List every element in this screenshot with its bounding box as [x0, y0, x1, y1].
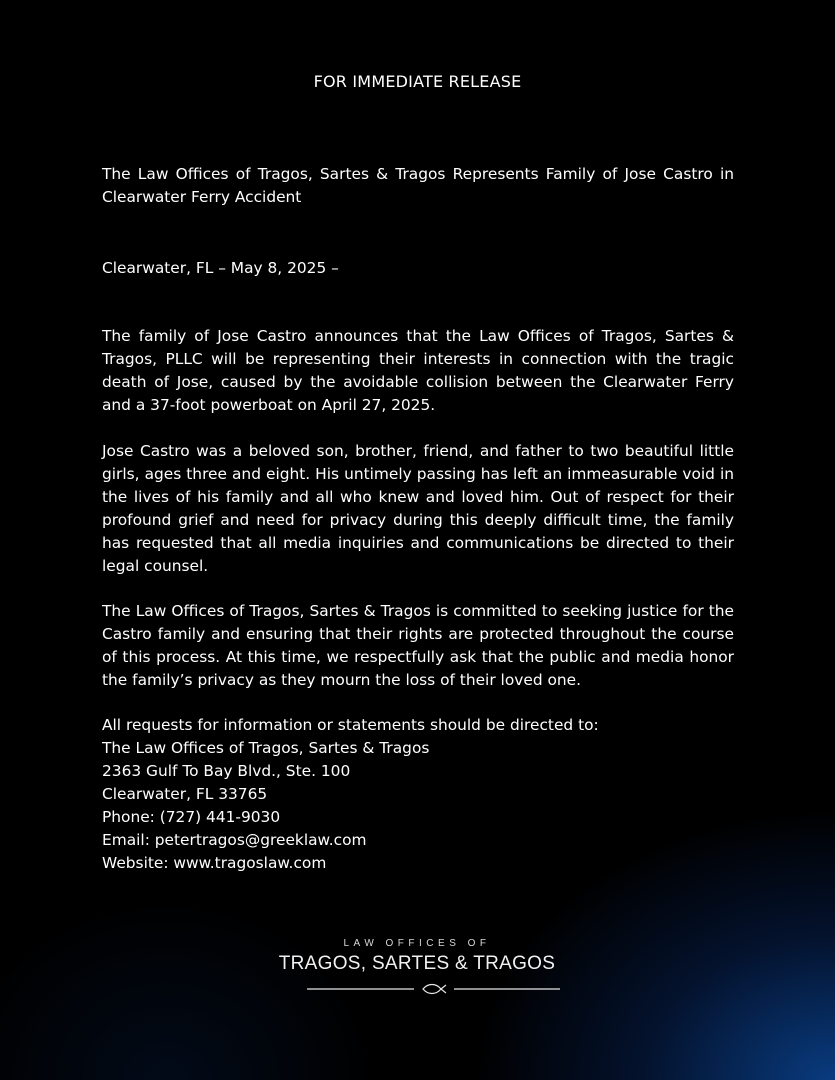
contact-phone: Phone: (727) 441-9030 — [102, 808, 281, 826]
logo-firm-name: TRAGOS, SARTES & TRAGOS — [278, 953, 556, 974]
contact-intro: All requests for information or statements should be directed to: — [102, 716, 599, 734]
paragraph-1: The family of Jose Castro announces that the Law Offices of Tragos, Sartes & Tragos, PLLC will be representing their interests in connection with the tragic death of Jose, caused by the avoidable collision between the Clearwater Ferry and a 37-foot powerboat on April 27, 2025. — [102, 327, 734, 414]
headline: The Law Offices of Tragos, Sartes & Tragos Represents Family of Jose Castro in Clearwater Ferry Accident — [102, 165, 734, 206]
contact-firm: The Law Offices of Tragos, Sartes & Tragos — [102, 739, 430, 757]
fish-divider-icon — [267, 982, 567, 996]
contact-address-line1: 2363 Gulf To Bay Blvd., Ste. 100 — [102, 762, 351, 780]
contact-website[interactable]: Website: www.tragoslaw.com — [102, 854, 327, 872]
contact-address-line2: Clearwater, FL 33765 — [102, 785, 268, 803]
paragraph-3: The Law Offices of Tragos, Sartes & Tragos is committed to seeking justice for the Castro family and ensuring that their rights are protected throughout the course of this process. At this time, we respectfully ask that the public and media honor the family’s privacy as they mourn the loss of their loved one. — [102, 602, 734, 689]
firm-logo — [267, 938, 567, 995]
dateline: Clearwater, FL – May 8, 2025 – — [102, 259, 339, 277]
paragraph-2: Jose Castro was a beloved son, brother, friend, and father to two beautiful little girls, ages three and eight. His untimely passing has left an immeasurable void in the lives of his family and all who knew and loved him. Out of respect for their profound grief and need for privacy during this deeply difficult time, the family has requested that all media inquiries and communications be directed to their legal counsel. — [102, 442, 734, 575]
contact-block — [102, 714, 734, 875]
logo-rule — [267, 981, 567, 995]
release-label: FOR IMMEDIATE RELEASE — [313, 72, 522, 91]
contact-email[interactable]: Email: petertragos@greeklaw.com — [102, 831, 367, 849]
logo-top-text: LAW OFFICES OF — [343, 938, 491, 949]
